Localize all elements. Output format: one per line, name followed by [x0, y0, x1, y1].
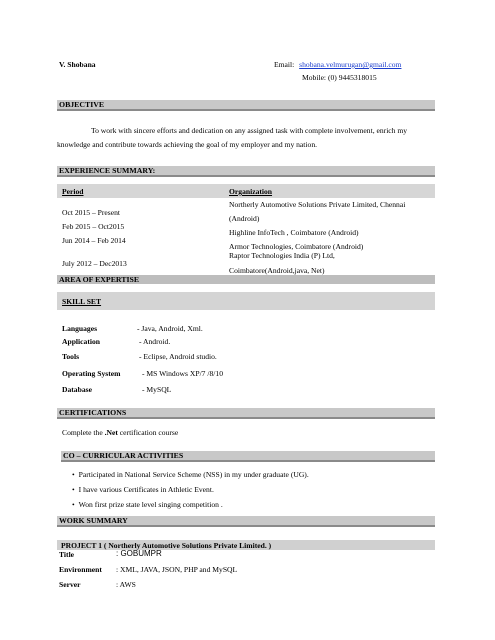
cocurricular-item-3: • Won first prize state level singing competition .: [72, 500, 223, 509]
period-column-header: Period: [62, 187, 84, 196]
certification-text-post: certification course: [117, 428, 179, 437]
skill-label-application: Application: [62, 337, 100, 346]
expertise-heading: AREA OF EXPERTISE: [57, 275, 435, 284]
organization-column-header: Organization: [229, 187, 273, 196]
project-server-label: Server: [59, 580, 81, 589]
certification-text: [62, 428, 178, 437]
skill-value-tools: - Eclipse, Android studio.: [139, 352, 217, 361]
skill-label-os: Operating System: [62, 369, 121, 378]
candidate-name: V. Shobana: [59, 60, 96, 69]
email-link[interactable]: shobana.velmurugan@gmail.com: [299, 60, 402, 69]
cocurricular-heading: CO – CURRICULAR ACTIVITIES: [61, 451, 435, 462]
skill-value-os: - MS Windows XP/7 /8/10: [142, 369, 223, 378]
period-1: Oct 2015 – Present: [62, 208, 120, 217]
organization-1-tech: (Android): [229, 214, 260, 223]
email-row: [274, 60, 401, 69]
skill-value-database: - MySQL: [142, 385, 172, 394]
skill-value-application: - Android.: [139, 337, 171, 346]
project-server-value: : AWS: [116, 580, 136, 589]
project-environment-value: : XML, JAVA, JSON, PHP and MySQL: [116, 565, 238, 574]
organization-4: Raptor Technologies India (P) Ltd,: [229, 251, 335, 260]
skill-label-languages: Languages: [62, 324, 98, 333]
skill-label-database: Database: [62, 385, 92, 394]
objective-line-1: To work with sincere efforts and dedication on any assigned task with complete involvement, enrich my: [91, 126, 408, 135]
work-summary-heading: WORK SUMMARY: [57, 516, 435, 527]
project-title: PROJECT 1 ( Northerly Automotive Solutions Private Limited. ): [61, 541, 272, 550]
period-2: Feb 2015 – Oct2015: [62, 222, 125, 231]
objective-line-2: knowledge and contribute towards achieving the goal of my employer and my nation.: [57, 140, 318, 149]
skill-value-languages: - Java, Android, Xml.: [137, 324, 203, 333]
skill-label-tools: Tools: [62, 352, 80, 361]
certifications-heading: CERTIFICATIONS: [57, 408, 435, 419]
mobile-number: Mobile: (0) 9445318015: [302, 73, 377, 82]
period-3: Jun 2014 – Feb 2014: [62, 236, 126, 245]
project-title-label: Title: [59, 550, 75, 559]
organization-3: Armor Technologies, Coimbatore (Android): [229, 242, 364, 251]
certification-text-pre: Complete the: [62, 428, 105, 437]
experience-heading: EXPERIENCE SUMMARY:: [57, 166, 435, 177]
skillset-heading: SKILL SET: [62, 297, 102, 306]
project-environment-label: Environment: [59, 565, 102, 574]
organization-1: Northerly Automotive Solutions Private Limited, Chennai: [229, 200, 406, 209]
email-label: Email:: [274, 60, 295, 69]
organization-4-tech: Coimbatore(Android,java, Net): [229, 266, 325, 275]
cocurricular-item-1: • Participated in National Service Scheme (NSS) in my under graduate (UG).: [72, 470, 309, 479]
project-title-value: : GOBUMPR: [116, 549, 162, 558]
objective-heading: OBJECTIVE: [57, 100, 435, 111]
skillset-heading-bar: [57, 292, 435, 310]
certification-text-bold: .Net: [104, 428, 118, 437]
project-title-bar: [57, 540, 435, 550]
period-4: July 2012 – Dec2013: [62, 259, 127, 268]
cocurricular-item-2: • I have various Certificates in Athletic Event.: [72, 485, 214, 494]
experience-table-header: [57, 184, 435, 198]
organization-2: Highline InfoTech , Coimbatore (Android): [229, 228, 359, 237]
